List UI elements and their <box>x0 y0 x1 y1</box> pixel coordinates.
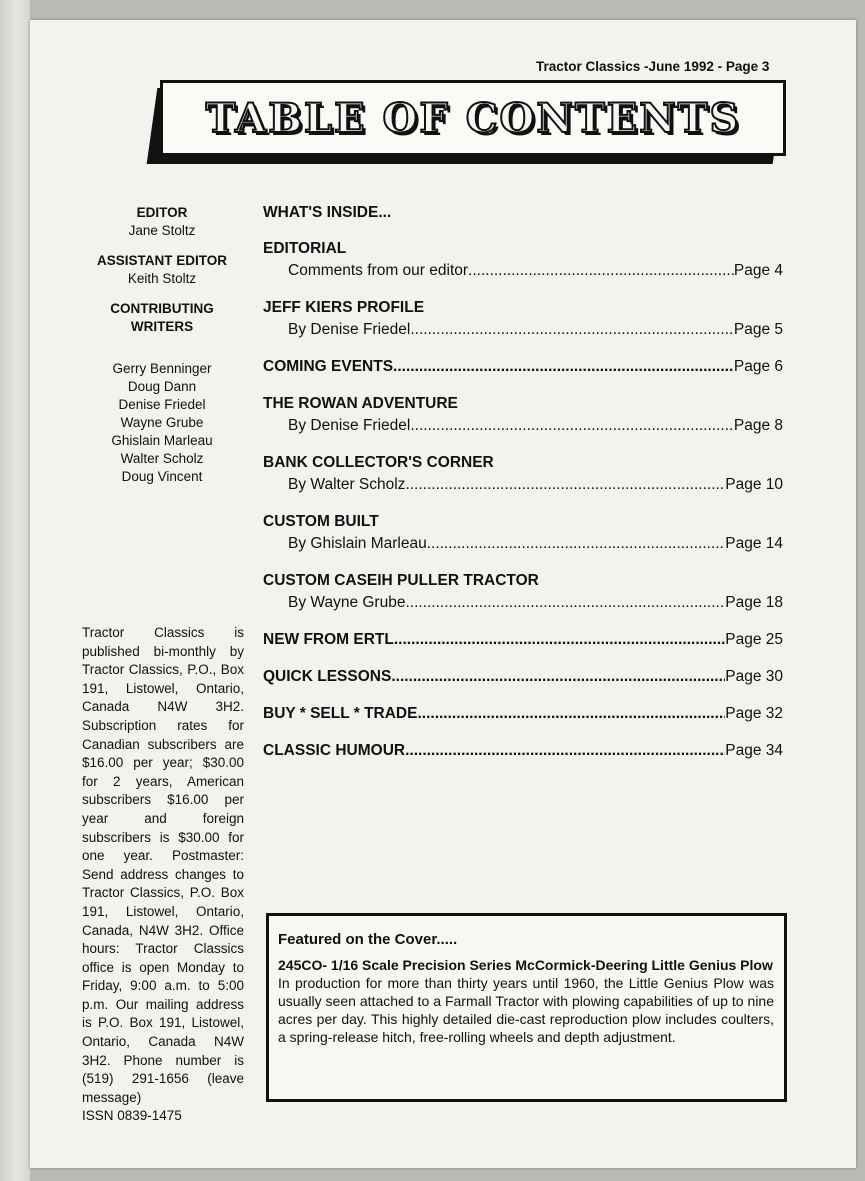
writer-name: Wayne Grube <box>120 415 204 430</box>
dot-leader <box>393 356 734 378</box>
toc-page-number: Page 18 <box>725 594 783 611</box>
toc-entry-title: JEFF KIERS PROFILE <box>263 299 425 316</box>
dot-leader <box>405 740 725 762</box>
toc-entry-title: THE ROWAN ADVENTURE <box>263 395 458 412</box>
toc-page-number: Page 30 <box>725 668 783 685</box>
publication-info <box>82 624 244 1126</box>
assistant-editor-role: ASSISTANT EDITOR <box>96 253 227 268</box>
dot-leader <box>391 666 725 688</box>
toc-entry-title: BANK COLLECTOR'S CORNER <box>263 454 494 471</box>
toc-entry-rowan-adventure <box>263 393 783 437</box>
featured-subtitle: 245CO- 1/16 Scale Precision Series McCormick-Deering Little Genius Plow <box>278 957 773 973</box>
toc-entry-byline: By Denise Friedel <box>288 321 411 338</box>
toc-entry-byline: By Denise Friedel <box>288 417 411 434</box>
toc-heading: WHAT'S INSIDE... <box>263 204 392 221</box>
toc-entry-title: COMING EVENTS <box>263 358 394 375</box>
writer-name: Ghislain Marleau <box>111 433 213 448</box>
dot-leader <box>405 474 725 496</box>
dot-leader <box>468 260 734 282</box>
toc-page-number: Page 34 <box>725 742 783 759</box>
toc-entry-byline: By Walter Scholz <box>288 476 406 493</box>
toc-entry-bank-collector <box>263 452 783 496</box>
toc-page-number: Page 8 <box>733 417 783 434</box>
writer-name: Doug Dann <box>127 379 197 394</box>
toc-page-number: Page 32 <box>725 705 783 722</box>
featured-cover-box <box>266 913 787 1102</box>
toc-page-number: Page 10 <box>725 476 783 493</box>
toc-page-number: Page 6 <box>733 358 783 375</box>
featured-heading: Featured on the Cover..... <box>278 931 458 948</box>
toc-entry-byline: By Wayne Grube <box>288 594 406 611</box>
staff-masthead <box>82 204 242 486</box>
table-of-contents <box>263 202 783 777</box>
toc-page-number: Page 25 <box>725 631 783 648</box>
contributing-role-line2: WRITERS <box>130 319 194 334</box>
toc-entry-quick-lessons <box>263 666 783 688</box>
contents-banner <box>160 80 786 156</box>
assistant-editor-name: Keith Stoltz <box>127 271 197 286</box>
publication-info-text: Tractor Classics is published bi-monthly by Tractor Classics, P.O., Box 191, Listowel, Ontario, Canada N4W 3H2. Subscription rates for Canadian subscribers are $16.00 per year; $30.00 for 2 years, American subscribers $16.00 per year and foreign subscribers is $30.00 for one year. Postmaster: Send address changes to Tractor Classics, P.O. Box 191, Listowel, Ontario, Canada, N4W 3H2. Office hours: Tractor Classics office is open Monday to Friday, 9:00 a.m. to 5:00 p.m. Our mailing address is P.O. Box 191, Listowel, Ontario, Canada N4W 3H2. Phone number is (519) 291-1656 (leave message) <box>82 625 244 1105</box>
editor-name: Jane Stoltz <box>128 223 196 238</box>
toc-entry-editorial <box>263 238 783 282</box>
writer-name: Walter Scholz <box>120 451 204 466</box>
contributing-role-line1: CONTRIBUTING <box>110 301 214 316</box>
toc-entry-title: BUY * SELL * TRADE <box>263 705 418 722</box>
dot-leader <box>394 629 725 651</box>
dot-leader <box>405 592 725 614</box>
toc-entry-custom-built <box>263 511 783 555</box>
writer-name: Denise Friedel <box>118 397 206 412</box>
toc-page-number: Page 5 <box>733 321 783 338</box>
toc-entry-title: CUSTOM CASEIH PULLER TRACTOR <box>263 572 539 589</box>
toc-entry-byline: By Ghislain Marleau <box>288 535 427 552</box>
writer-name: Doug Vincent <box>121 469 203 484</box>
featured-body: In production for more than thirty years until 1960, the Little Genius Plow was usually seen attached to a Farmall Tractor with plowing capabilities of up to nine acres per day. This highly detailed die-cast reproduction plow includes coulters, a spring-release hitch, free-rolling wheels and depth adjustment. <box>278 975 774 1045</box>
toc-entry-title: EDITORIAL <box>263 240 347 257</box>
toc-entry-new-from-ertl <box>263 629 783 651</box>
toc-entry-byline: Comments from our editor <box>288 262 469 279</box>
toc-entry-title: QUICK LESSONS <box>263 668 392 685</box>
toc-page-number: Page 14 <box>725 535 783 552</box>
toc-entry-classic-humour <box>263 740 783 762</box>
toc-entry-puller-tractor <box>263 570 783 614</box>
toc-entry-title: CUSTOM BUILT <box>263 513 379 530</box>
running-head: Tractor Classics -June 1992 - Page 3 <box>536 59 770 74</box>
toc-entry-coming-events <box>263 356 783 378</box>
banner-title: TABLE OF CONTENTS <box>205 94 741 142</box>
toc-entry-buy-sell-trade <box>263 703 783 725</box>
dot-leader <box>417 703 725 725</box>
toc-entry-title: CLASSIC HUMOUR <box>263 742 406 759</box>
binding-edge <box>0 0 30 1181</box>
toc-entry-kiers-profile <box>263 297 783 341</box>
toc-page-number: Page 4 <box>733 262 783 279</box>
editor-role: EDITOR <box>136 205 188 220</box>
writer-name: Gerry Benninger <box>112 361 212 376</box>
toc-entry-title: NEW FROM ERTL <box>263 631 394 648</box>
dot-leader <box>410 319 734 341</box>
dot-leader <box>427 533 726 555</box>
issn: ISSN 0839-1475 <box>82 1108 182 1124</box>
dot-leader <box>410 415 734 437</box>
